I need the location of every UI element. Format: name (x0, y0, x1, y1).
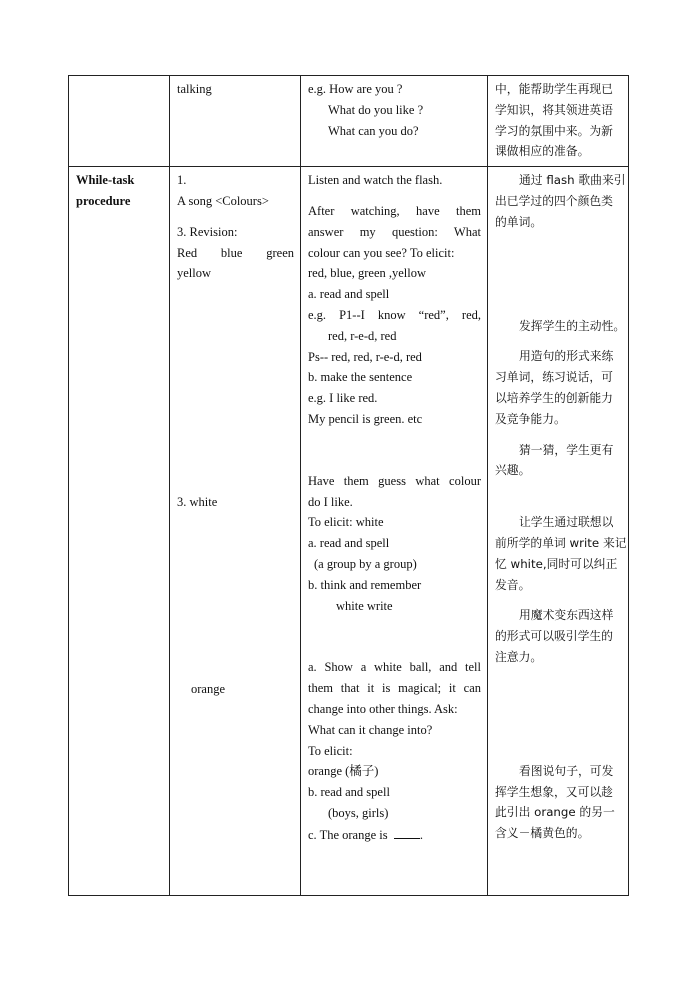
purpose-line: 此引出 orange 的另一 (495, 805, 615, 820)
activity-line: orange (191, 681, 226, 696)
spacer (308, 430, 481, 471)
procedure-line: do I like. (308, 494, 353, 509)
purpose-cell (488, 167, 629, 896)
procedure-line: white write (336, 598, 393, 613)
purpose-line: 习单词，练习说话，可 (495, 370, 613, 385)
activity-line: 3. white (177, 495, 218, 510)
purpose-line: 用造句的形式来练 (519, 349, 614, 364)
spacer (495, 336, 622, 346)
purpose-line: 前所学的单词 write 来记 (495, 535, 627, 550)
stage-cell (69, 76, 170, 167)
purpose-line: 的单词。 (495, 214, 543, 229)
procedure-line: a. Show a white ball, and tell (308, 660, 481, 675)
purpose-line: 兴趣。 (495, 463, 531, 478)
procedure-line: b. read and spell (308, 785, 390, 800)
lesson-plan-table (68, 75, 629, 896)
procedure-line: c. The orange is . (308, 824, 481, 846)
procedure-cell (301, 76, 488, 167)
procedure-line: My pencil is green. etc (308, 411, 423, 426)
fill-in-sentence: c. The orange is (308, 827, 388, 842)
purpose-line: 中，能帮助学生再现已 (495, 82, 613, 96)
purpose-line: 看图说句子，可发 (519, 763, 614, 778)
purpose-line: 出已学过的四个颜色类 (495, 193, 613, 208)
procedure-line: Have them guess what colour (308, 473, 481, 488)
procedure-line: change into other things. Ask: (308, 701, 458, 716)
purpose-line: 以培养学生的创新能力 (495, 390, 613, 405)
procedure-line: To elicit: (308, 743, 353, 758)
procedure-line: colour can you see? To elicit: (308, 245, 455, 260)
purpose-line: 学习的氛围中来。为新 (495, 123, 613, 138)
purpose-line: 及竞争能力。 (495, 411, 566, 426)
spacer (308, 616, 481, 657)
purpose-line: 课做相应的准备。 (495, 144, 590, 159)
purpose-line: 学知识，将其领进英语 (495, 102, 613, 117)
procedure-line: Ps-- red, red, r-e-d, red (308, 349, 422, 364)
example-line: What do you like ? (328, 102, 424, 117)
spacer (308, 191, 481, 201)
activity-cell (170, 76, 301, 167)
activity-cell (170, 167, 301, 896)
stage-label: procedure (76, 193, 131, 208)
purpose-line: 注意力。 (495, 649, 543, 664)
procedure-line: a. read and spell (308, 536, 390, 551)
procedure-line: Listen and watch the flash. (308, 173, 443, 188)
procedure-line: To elicit: white (308, 515, 384, 530)
procedure-line: (boys, girls) (328, 805, 389, 820)
purpose-line: 忆 white,同时可以纠正 (495, 556, 618, 571)
spacer (177, 513, 294, 679)
fill-in-blank (394, 824, 420, 839)
spacer (495, 668, 622, 761)
procedure-line: (a group by a group) (314, 556, 417, 571)
purpose-line: 猜一猜，学生更有 (519, 442, 614, 457)
procedure-cell (301, 167, 488, 896)
spacer (495, 595, 622, 605)
procedure-line: a. read and spell (308, 287, 390, 302)
purpose-line: 发挥学生的主动性。 (519, 318, 626, 333)
procedure-line: b. think and remember (308, 577, 422, 592)
activity-text: talking (177, 82, 212, 96)
purpose-line: 含义－橘黄色的。 (495, 826, 590, 841)
procedure-line: b. make the sentence (308, 370, 413, 385)
purpose-line: 让学生通过联想以 (519, 515, 614, 530)
spacer (177, 284, 294, 492)
purpose-line: 通过 flash 歌曲来引 (519, 173, 626, 188)
purpose-line: 发音。 (495, 577, 531, 592)
spacer (495, 481, 622, 512)
procedure-line: After watching, have them (308, 203, 481, 218)
procedure-line: them that it is magical; it can (308, 681, 481, 696)
activity-line: 3. Revision: (177, 224, 238, 239)
purpose-line: 的形式可以吸引学生的 (495, 629, 613, 644)
procedure-line: e.g. P1--I know “red”, red, (308, 307, 481, 322)
procedure-line: red, r-e-d, red (328, 328, 397, 343)
stage-cell (69, 167, 170, 896)
table-row (69, 167, 629, 896)
activity-line: Red blue green (177, 245, 294, 260)
table-row (69, 76, 629, 167)
purpose-cell (488, 76, 629, 167)
spacer (177, 212, 294, 222)
stage-label: While-task (76, 173, 135, 188)
activity-line: A song <Colours> (177, 193, 269, 208)
procedure-line: What can it change into? (308, 722, 433, 737)
spacer (495, 233, 622, 316)
activity-line: yellow (177, 266, 212, 281)
example-line: What can you do? (328, 123, 419, 138)
example-line: e.g. How are you ? (308, 82, 403, 96)
procedure-line: red, blue, green ,yellow (308, 266, 427, 281)
purpose-line: 挥学生想象，又可以趁 (495, 784, 613, 799)
procedure-line: orange (橘子) (308, 764, 379, 779)
spacer (495, 430, 622, 440)
purpose-line: 用魔术变东西这样 (519, 608, 614, 623)
activity-line: 1. (177, 173, 187, 188)
procedure-line: e.g. I like red. (308, 391, 378, 406)
procedure-line: answer my question: What (308, 224, 481, 239)
